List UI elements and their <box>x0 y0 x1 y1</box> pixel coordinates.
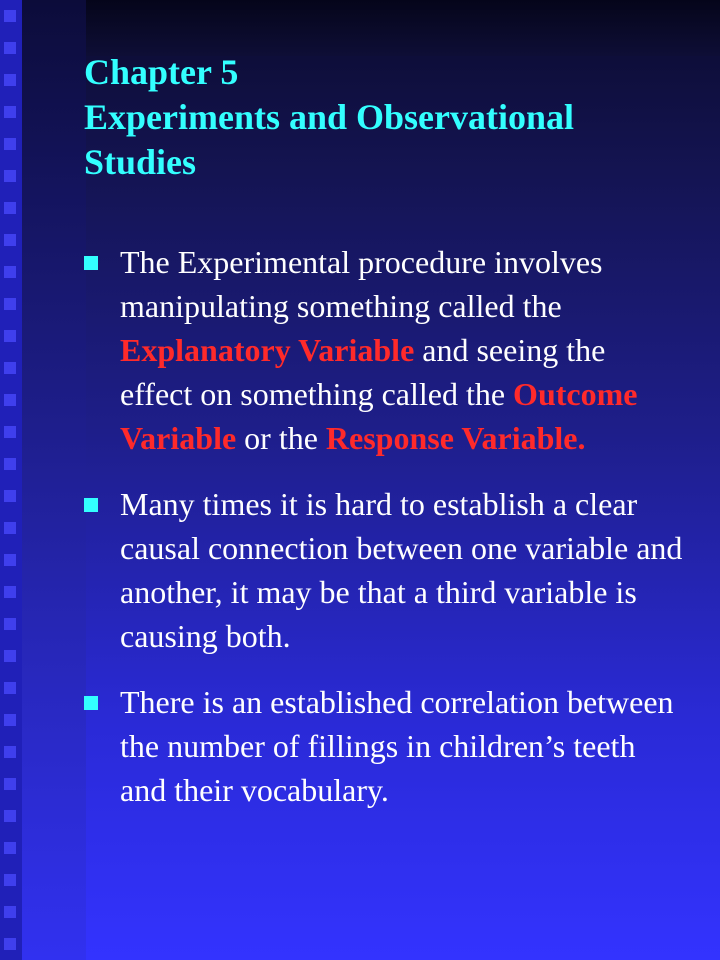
bullet-item <box>84 482 684 658</box>
decorative-square <box>4 42 16 54</box>
decorative-square <box>4 330 16 342</box>
decorative-square <box>4 650 16 662</box>
decorative-square <box>4 746 16 758</box>
decorative-square <box>4 362 16 374</box>
decorative-square <box>4 490 16 502</box>
decorative-square <box>4 842 16 854</box>
decorative-left-strip <box>0 0 22 960</box>
decorative-square <box>4 10 16 22</box>
decorative-top-bar <box>86 0 720 56</box>
square-bullet-icon <box>84 256 98 270</box>
decorative-square <box>4 266 16 278</box>
bullet-item <box>84 240 684 460</box>
bullet-text: The Experimental procedure involves manipulating something called the <box>120 244 603 324</box>
decorative-square <box>4 426 16 438</box>
decorative-square <box>4 618 16 630</box>
decorative-square <box>4 714 16 726</box>
title-line: Chapter 5 <box>84 52 239 92</box>
decorative-square <box>4 522 16 534</box>
decorative-square <box>4 938 16 950</box>
decorative-square <box>4 298 16 310</box>
decorative-square <box>4 138 16 150</box>
bullet-text: Many times it is hard to establish a clear causal connection between one variable and another, it may be that a third variable is causing both. <box>120 486 683 654</box>
bullet-text: There is an established correlation between the number of fillings in children’s teeth and their vocabulary. <box>120 684 674 808</box>
decorative-square <box>4 554 16 566</box>
decorative-square <box>4 394 16 406</box>
decorative-square <box>4 106 16 118</box>
slide-title <box>84 50 704 185</box>
outcome-variable-term: Outcome Variable <box>120 376 638 456</box>
title-line: Experiments and Observational <box>84 97 575 137</box>
bullet-text: and seeing the effect on something called the <box>120 332 606 412</box>
bullet-text: or the <box>236 420 326 456</box>
decorative-square <box>4 202 16 214</box>
bullet-item <box>84 680 684 812</box>
decorative-square <box>4 778 16 790</box>
decorative-square <box>4 586 16 598</box>
explanatory-variable-term: Explanatory Variable <box>120 332 415 368</box>
decorative-square <box>4 906 16 918</box>
square-bullet-icon <box>84 498 98 512</box>
response-variable-term: Response Variable. <box>325 420 586 456</box>
decorative-band <box>22 0 86 960</box>
decorative-square <box>4 458 16 470</box>
decorative-square <box>4 682 16 694</box>
decorative-square <box>4 170 16 182</box>
square-bullet-icon <box>84 696 98 710</box>
decorative-square <box>4 74 16 86</box>
decorative-square <box>4 874 16 886</box>
title-line: Studies <box>84 142 197 182</box>
decorative-square <box>4 810 16 822</box>
bullet-list <box>84 240 684 834</box>
decorative-square <box>4 234 16 246</box>
